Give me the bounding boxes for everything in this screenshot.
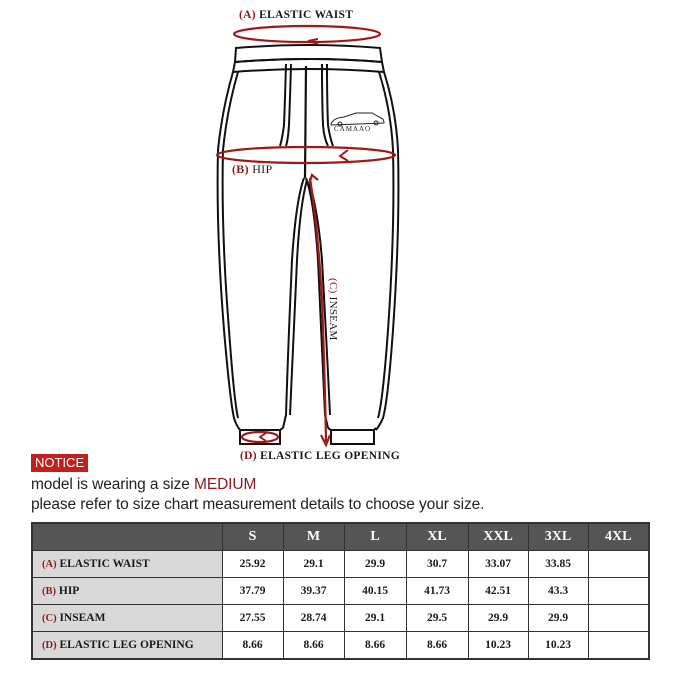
- cell-value: 29.1: [344, 605, 406, 632]
- label-text: INSEAM: [327, 296, 339, 341]
- notice-prefix: model is wearing a size: [31, 476, 195, 493]
- label-text: ELASTIC WAIST: [259, 9, 354, 21]
- cell-value: 8.66: [344, 632, 406, 660]
- header-size-4xl: 4XL: [588, 523, 649, 551]
- header-cell: [32, 523, 222, 551]
- cell-value: 33.85: [528, 551, 588, 578]
- cell-value: 42.51: [468, 578, 528, 605]
- cell-value: 25.92: [222, 551, 283, 578]
- notice-instructions: please refer to size chart measurement details to choose your size.: [31, 496, 485, 513]
- notice-model-size: [31, 476, 256, 494]
- row-text: INSEAM: [59, 612, 106, 624]
- label-inseam: [327, 278, 339, 341]
- cell-value: 29.1: [283, 551, 344, 578]
- row-code: (C): [42, 613, 57, 624]
- header-size-xl: XL: [406, 523, 468, 551]
- table-row: [32, 632, 649, 660]
- cell-value: 29.9: [528, 605, 588, 632]
- cell-value: 8.66: [222, 632, 283, 660]
- cell-value: 29.5: [406, 605, 468, 632]
- label-elastic-waist: [239, 9, 353, 21]
- header-size-s: S: [222, 523, 283, 551]
- cell-value: [588, 551, 649, 578]
- label-text: HIP: [252, 162, 273, 176]
- cell-value: 39.37: [283, 578, 344, 605]
- row-text: HIP: [58, 585, 80, 597]
- label-code: (A): [239, 9, 256, 21]
- cell-value: 28.74: [283, 605, 344, 632]
- header-size-l: L: [344, 523, 406, 551]
- label-code: (D): [240, 450, 257, 462]
- header-size-3xl: 3XL: [528, 523, 588, 551]
- table-row: [32, 551, 649, 578]
- cell-value: 10.23: [528, 632, 588, 660]
- cell-value: 43.3: [528, 578, 588, 605]
- notice-size-highlight: MEDIUM: [194, 476, 257, 493]
- label-hip: [232, 162, 272, 177]
- label-code: (B): [232, 162, 249, 176]
- cell-value: 30.7: [406, 551, 468, 578]
- cell-value: 27.55: [222, 605, 283, 632]
- label-elastic-leg-opening: [240, 450, 400, 462]
- row-label: [32, 632, 222, 660]
- cell-value: [588, 632, 649, 660]
- row-label: [32, 605, 222, 632]
- row-code: (D): [42, 640, 57, 651]
- row-text: ELASTIC LEG OPENING: [59, 639, 194, 651]
- cell-value: 33.07: [468, 551, 528, 578]
- notice-badge: NOTICE: [31, 454, 88, 472]
- table-header-row: [32, 523, 649, 551]
- table-row: [32, 578, 649, 605]
- cell-value: 40.15: [344, 578, 406, 605]
- row-code: (B): [42, 586, 56, 597]
- header-size-xxl: XXL: [468, 523, 528, 551]
- cell-value: 8.66: [283, 632, 344, 660]
- cell-value: [588, 605, 649, 632]
- cell-value: 29.9: [344, 551, 406, 578]
- row-text: ELASTIC WAIST: [59, 558, 150, 570]
- label-text: ELASTIC LEG OPENING: [260, 450, 400, 462]
- cell-value: 29.9: [468, 605, 528, 632]
- size-chart-table: [31, 522, 650, 660]
- row-code: (A): [42, 559, 57, 570]
- cell-value: 41.73: [406, 578, 468, 605]
- header-size-m: M: [283, 523, 344, 551]
- cell-value: [588, 578, 649, 605]
- row-label: [32, 551, 222, 578]
- cell-value: 10.23: [468, 632, 528, 660]
- cell-value: 8.66: [406, 632, 468, 660]
- brand-logo-text: CAMAAO: [334, 125, 372, 133]
- cell-value: 37.79: [222, 578, 283, 605]
- row-label: [32, 578, 222, 605]
- label-code: (C): [327, 278, 339, 294]
- table-row: [32, 605, 649, 632]
